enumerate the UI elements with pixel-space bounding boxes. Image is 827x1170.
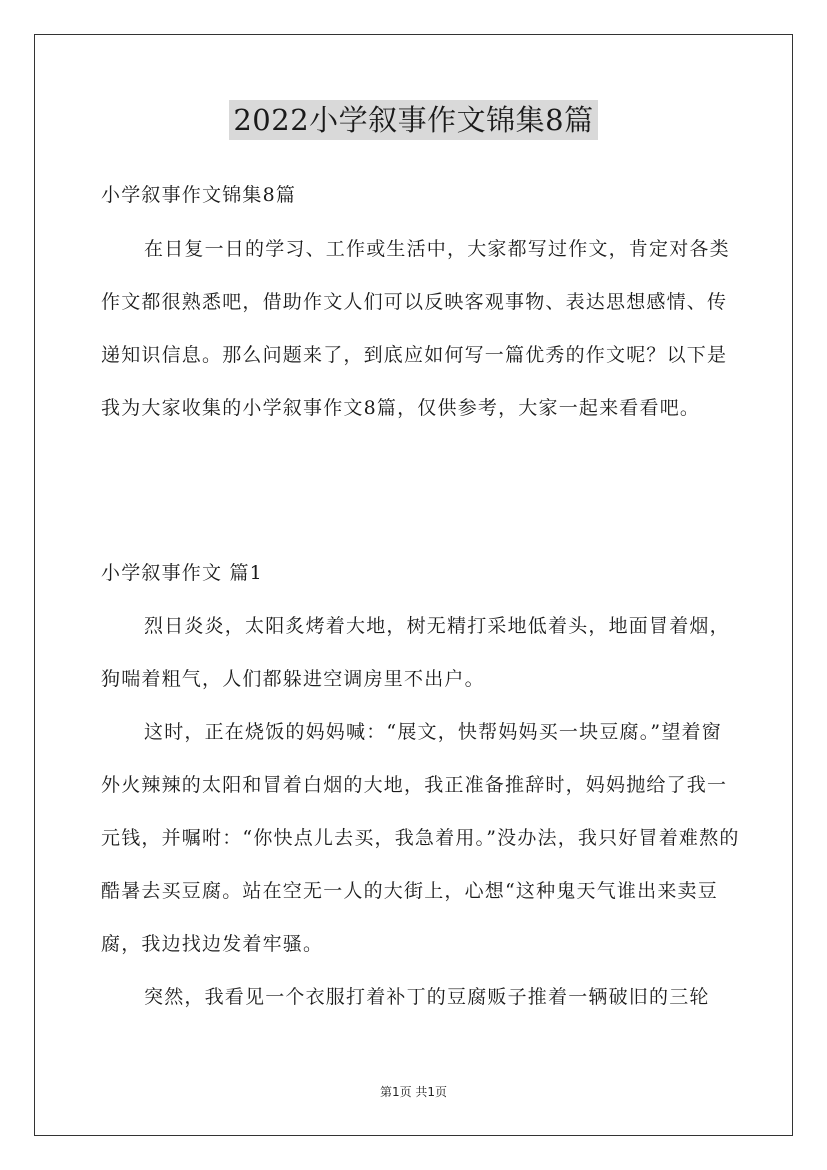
paragraph: 这时，正在烧饭的妈妈喊：“展文，快帮妈妈买一块豆腐。”望着窗外火辣辣的太阳和冒着白烟的大地，我正准备推辞时，妈妈抛给了我一元钱，并嘱咐：“你快点儿去买，我急着用。”没办法，我只好冒着难熬的酷暑去买豆腐。站在空无一人的大街上，心想“这种鬼天气谁出来卖豆腐，我边找边发着牢骚。 [101,721,740,955]
paragraph: 突然，我看见一个衣服打着补丁的豆腐贩子推着一辆破旧的三轮 [144,986,710,1008]
intro-paragraph: 在日复一日的学习、工作或生活中，大家都写过作文，肯定对各类作文都很熟悉吧，借助作文人们可以反映客观事物、表达思想感情、传递知识信息。那么问题来了，到底应如何写一篇优秀的作文呢？以下是我为大家收集的小学叙事作文8篇，仅供参考，大家一起来看看吧。 [101,238,730,419]
section-heading: 小学叙事作文 篇1 [101,562,263,584]
document-subtitle: 小学叙事作文锦集8篇 [101,184,297,206]
document-title: 2022小学叙事作文锦集8篇 [229,100,597,140]
intro-section [101,223,741,435]
title-container [0,100,827,140]
paragraph: 烈日炎炎，太阳炙烤着大地，树无精打采地低着头，地面冒着烟，狗喘着粗气，人们都躲进空调房里不出户。 [101,615,730,690]
essay-body [101,600,741,1024]
page-footer: 第1页 共1页 [379,1085,448,1099]
